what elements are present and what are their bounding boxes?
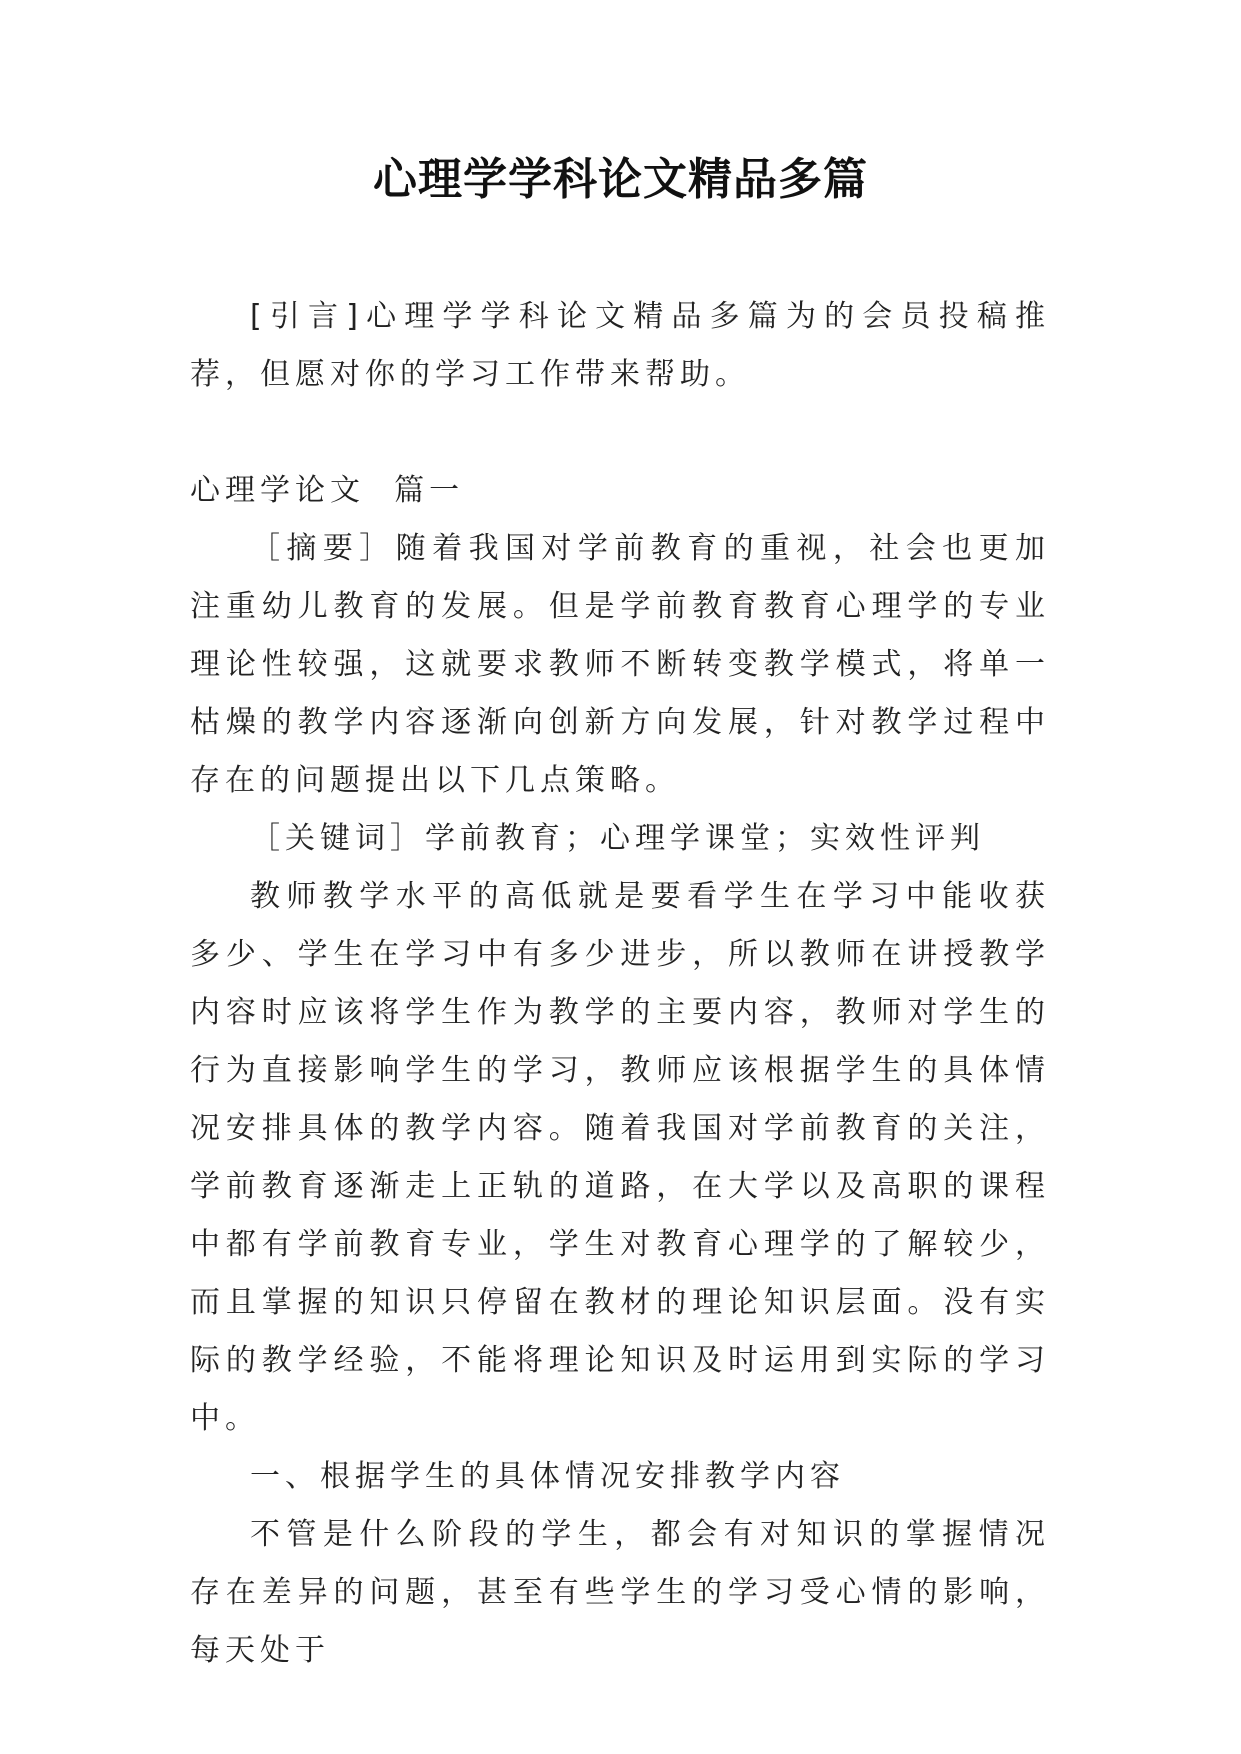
article-body — [190, 462, 1050, 1680]
body-paragraph: 教师教学水平的高低就是要看学生在学习中能收获多少、学生在学习中有多少进步，所以教师在讲授教学内容时应该将学生作为教学的主要内容，教师对学生的行为直接影响学生的学习，教师应该根据学生的具体情况安排具体的教学内容。随着我国对学前教育的关注，学前教育逐渐走上正轨的道路，在大学以及高职的课程中都有学前教育专业，学生对教育心理学的了解较少，而且掌握的知识只停留在教材的理论知识层面。没有实际的教学经验，不能将理论知识及时运用到实际的学习中。 — [190, 879, 1050, 1436]
section-heading: 心理学论文 篇一 — [190, 473, 465, 508]
body-paragraph: 不管是什么阶段的学生，都会有对知识的掌握情况存在差异的问题，甚至有些学生的学习受心情的影响，每天处于 — [190, 1517, 1050, 1668]
intro-block — [190, 288, 1050, 404]
document-title: 心理学学科论文精品多篇 — [373, 154, 868, 205]
abstract-paragraph: ［摘要］随着我国对学前教育的重视，社会也更加注重幼儿教育的发展。但是学前教育教育心理学的专业理论性较强，这就要求教师不断转变教学模式，将单一枯燥的教学内容逐渐向创新方向发展，针对教学过程中存在的问题提出以下几点策略。 — [190, 531, 1050, 798]
subsection-heading: 一、根据学生的具体情况安排教学内容 — [250, 1459, 845, 1494]
intro-paragraph: [引言]心理学学科论文精品多篇为的会员投稿推荐，但愿对你的学习工作带来帮助。 — [190, 299, 1050, 392]
keywords-paragraph: ［关键词］学前教育；心理学课堂；实效性评判 — [250, 821, 985, 856]
